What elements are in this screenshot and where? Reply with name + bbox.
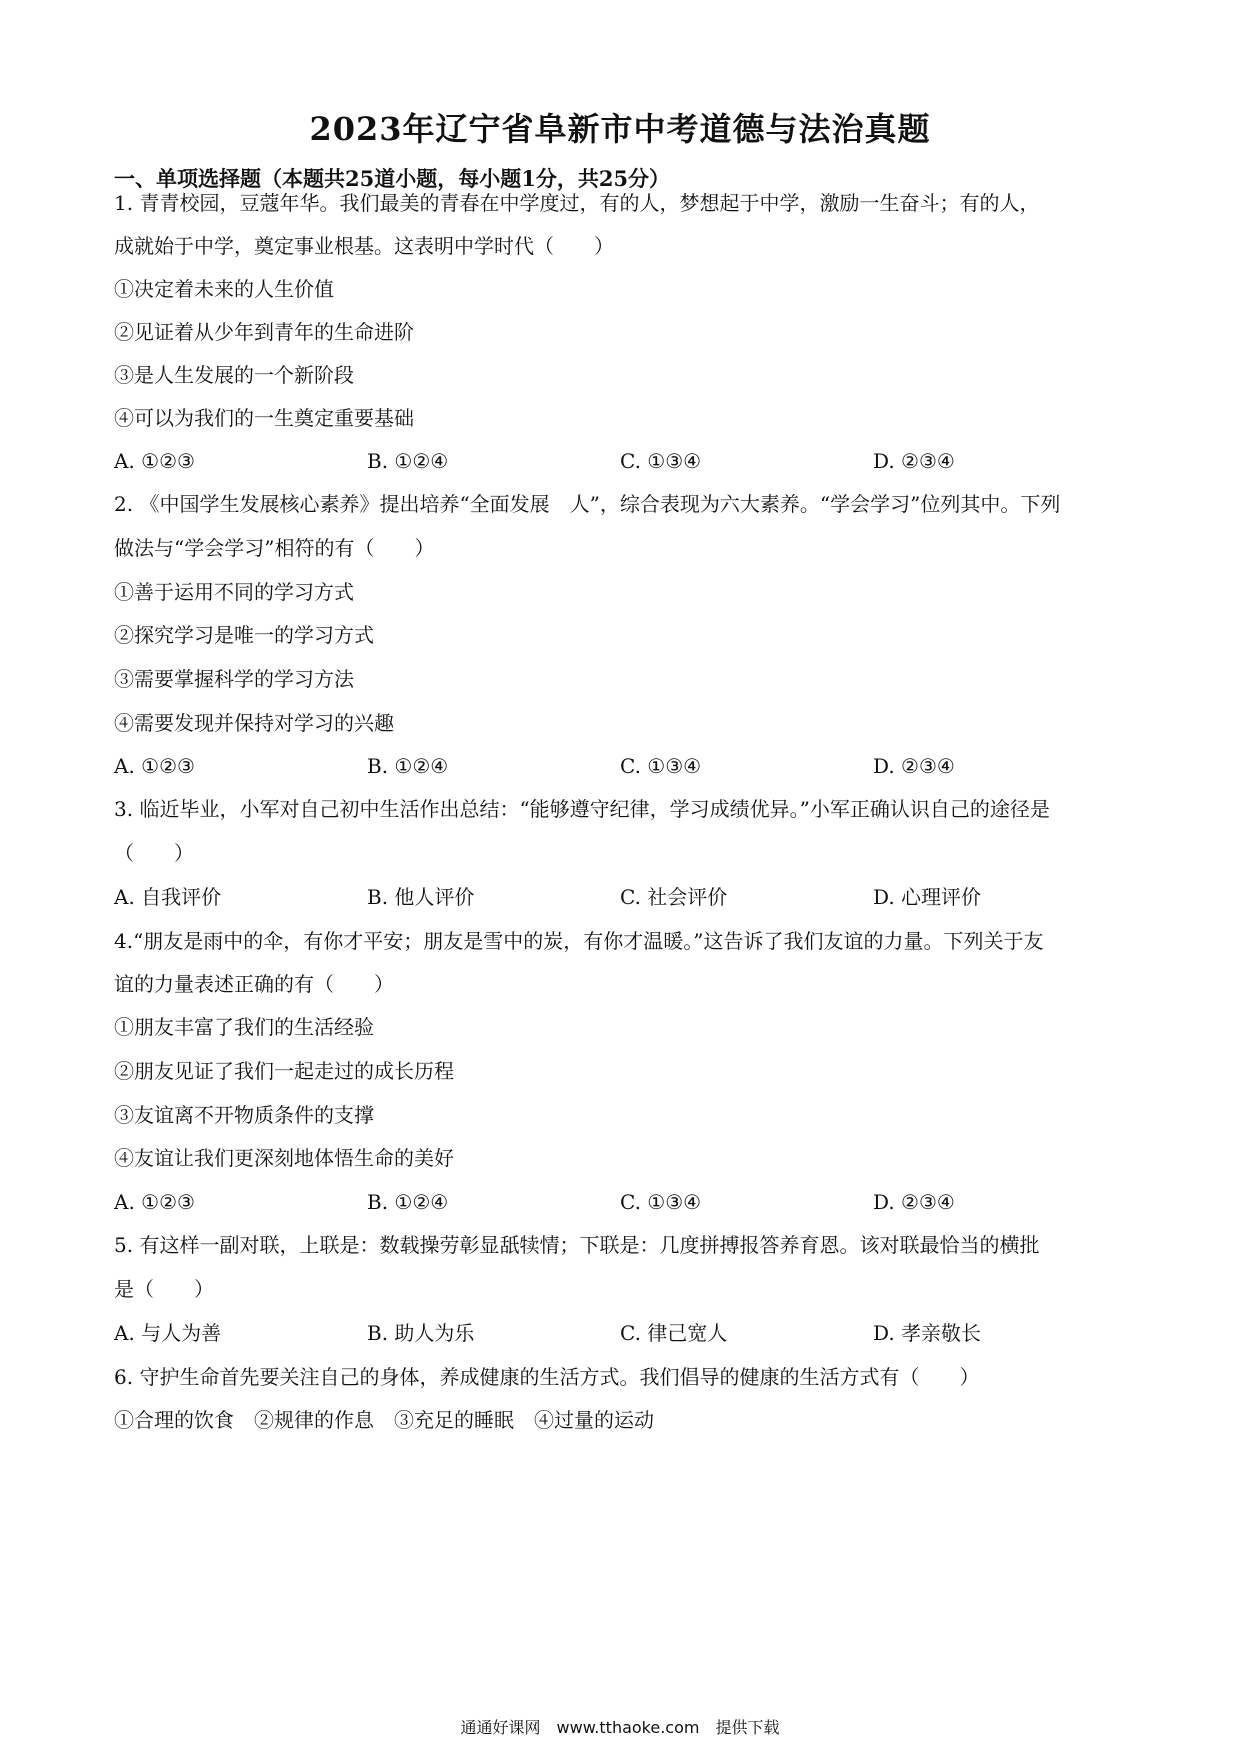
q3-option-a[interactable]: A. 自我评价 xyxy=(114,885,222,909)
q4-item-1: ①朋友丰富了我们的生活经验 xyxy=(114,1015,374,1039)
q2-option-c[interactable]: C. ①③④ xyxy=(620,754,702,778)
q3-option-b[interactable]: B. 他人评价 xyxy=(367,885,475,909)
q4-stem-line1: 4.“朋友是雨中的伞，有你才平安；朋友是雪中的炭，有你才温暖。”这告诉了我们友谊的力量。下列关于友 xyxy=(114,929,1044,953)
q2-option-d[interactable]: D. ②③④ xyxy=(873,754,955,778)
q3-stem-line1: 3. 临近毕业，小军对自己初中生活作出总结：“能够遵守纪律，学习成绩优异。”小军正确认识自己的途径是 xyxy=(114,797,1050,821)
q2-item-3: ③需要掌握科学的学习方法 xyxy=(114,667,354,691)
q4-options xyxy=(114,1188,1134,1216)
q4-option-b[interactable]: B. ①②④ xyxy=(367,1190,449,1214)
q4-item-4: ④友谊让我们更深刻地体悟生命的美好 xyxy=(114,1146,454,1170)
q2-stem-line2: 做法与“学会学习”相符的有（ ） xyxy=(114,536,435,560)
q4-item-2: ②朋友见证了我们一起走过的成长历程 xyxy=(114,1059,454,1083)
q1-option-c[interactable]: C. ①③④ xyxy=(620,449,702,473)
q2-option-b[interactable]: B. ①②④ xyxy=(367,754,449,778)
q5-option-a[interactable]: A. 与人为善 xyxy=(114,1321,222,1345)
q5-stem-line1: 5. 有这样一副对联，上联是：数载操劳彰显舐犊情；下联是：几度拼搏报答养育恩。该对联最恰当的横批 xyxy=(114,1233,1040,1257)
q4-option-a[interactable]: A. ①②③ xyxy=(114,1190,195,1214)
section-heading: 一、单项选择题（本题共25道小题，每小题1分，共25分） xyxy=(114,166,671,191)
q3-option-d[interactable]: D. 心理评价 xyxy=(873,885,982,909)
q3-options xyxy=(114,883,1134,911)
q4-option-d[interactable]: D. ②③④ xyxy=(873,1190,955,1214)
q5-option-c[interactable]: C. 律己宽人 xyxy=(620,1321,728,1345)
q1-item-4: ④可以为我们的一生奠定重要基础 xyxy=(114,406,414,430)
q1-stem-line2: 成就始于中学，奠定事业根基。这表明中学时代（ ） xyxy=(114,234,614,258)
q4-item-3: ③友谊离不开物质条件的支撑 xyxy=(114,1103,374,1127)
q5-option-d[interactable]: D. 孝亲敬长 xyxy=(873,1321,982,1345)
q5-option-b[interactable]: B. 助人为乐 xyxy=(367,1321,475,1345)
q1-item-3: ③是人生发展的一个新阶段 xyxy=(114,363,354,387)
q6-items: ①合理的饮食 ②规律的作息 ③充足的睡眠 ④过量的运动 xyxy=(114,1408,654,1432)
q4-option-c[interactable]: C. ①③④ xyxy=(620,1190,702,1214)
footer-source: 通通好课网 www.tthaoke.com 提供下载 xyxy=(460,1718,780,1737)
q2-item-2: ②探究学习是唯一的学习方式 xyxy=(114,623,374,647)
q2-item-4: ④需要发现并保持对学习的兴趣 xyxy=(114,711,394,735)
page-title: 2023年辽宁省阜新市中考道德与法治真题 xyxy=(309,110,931,148)
q3-option-c[interactable]: C. 社会评价 xyxy=(620,885,728,909)
q5-options xyxy=(114,1319,1134,1347)
q1-option-b[interactable]: B. ①②④ xyxy=(367,449,449,473)
q1-stem-line1: 1. 青青校园，豆蔻年华。我们最美的青春在中学度过，有的人，梦想起于中学，激励一生奋斗；有的人， xyxy=(114,191,1040,215)
q2-options xyxy=(114,752,1134,780)
q6-stem-line1: 6. 守护生命首先要关注自己的身体，养成健康的生活方式。我们倡导的健康的生活方式有（ ） xyxy=(114,1365,980,1389)
q1-item-2: ②见证着从少年到青年的生命进阶 xyxy=(114,320,414,344)
q3-stem-line2: （ ） xyxy=(114,841,194,865)
q1-options xyxy=(114,447,1134,475)
q1-item-1: ①决定着未来的人生价值 xyxy=(114,277,334,301)
q1-option-a[interactable]: A. ①②③ xyxy=(114,449,195,473)
q4-stem-line2: 谊的力量表述正确的有（ ） xyxy=(114,972,394,996)
q2-stem-line1: 2. 《中国学生发展核心素养》提出培养“全面发展 人”，综合表现为六大素养。“学会学习”位列其中。下列 xyxy=(114,492,1061,516)
q2-item-1: ①善于运用不同的学习方式 xyxy=(114,580,354,604)
q1-option-d[interactable]: D. ②③④ xyxy=(873,449,955,473)
q2-option-a[interactable]: A. ①②③ xyxy=(114,754,195,778)
q5-stem-line2: 是（ ） xyxy=(114,1277,214,1301)
